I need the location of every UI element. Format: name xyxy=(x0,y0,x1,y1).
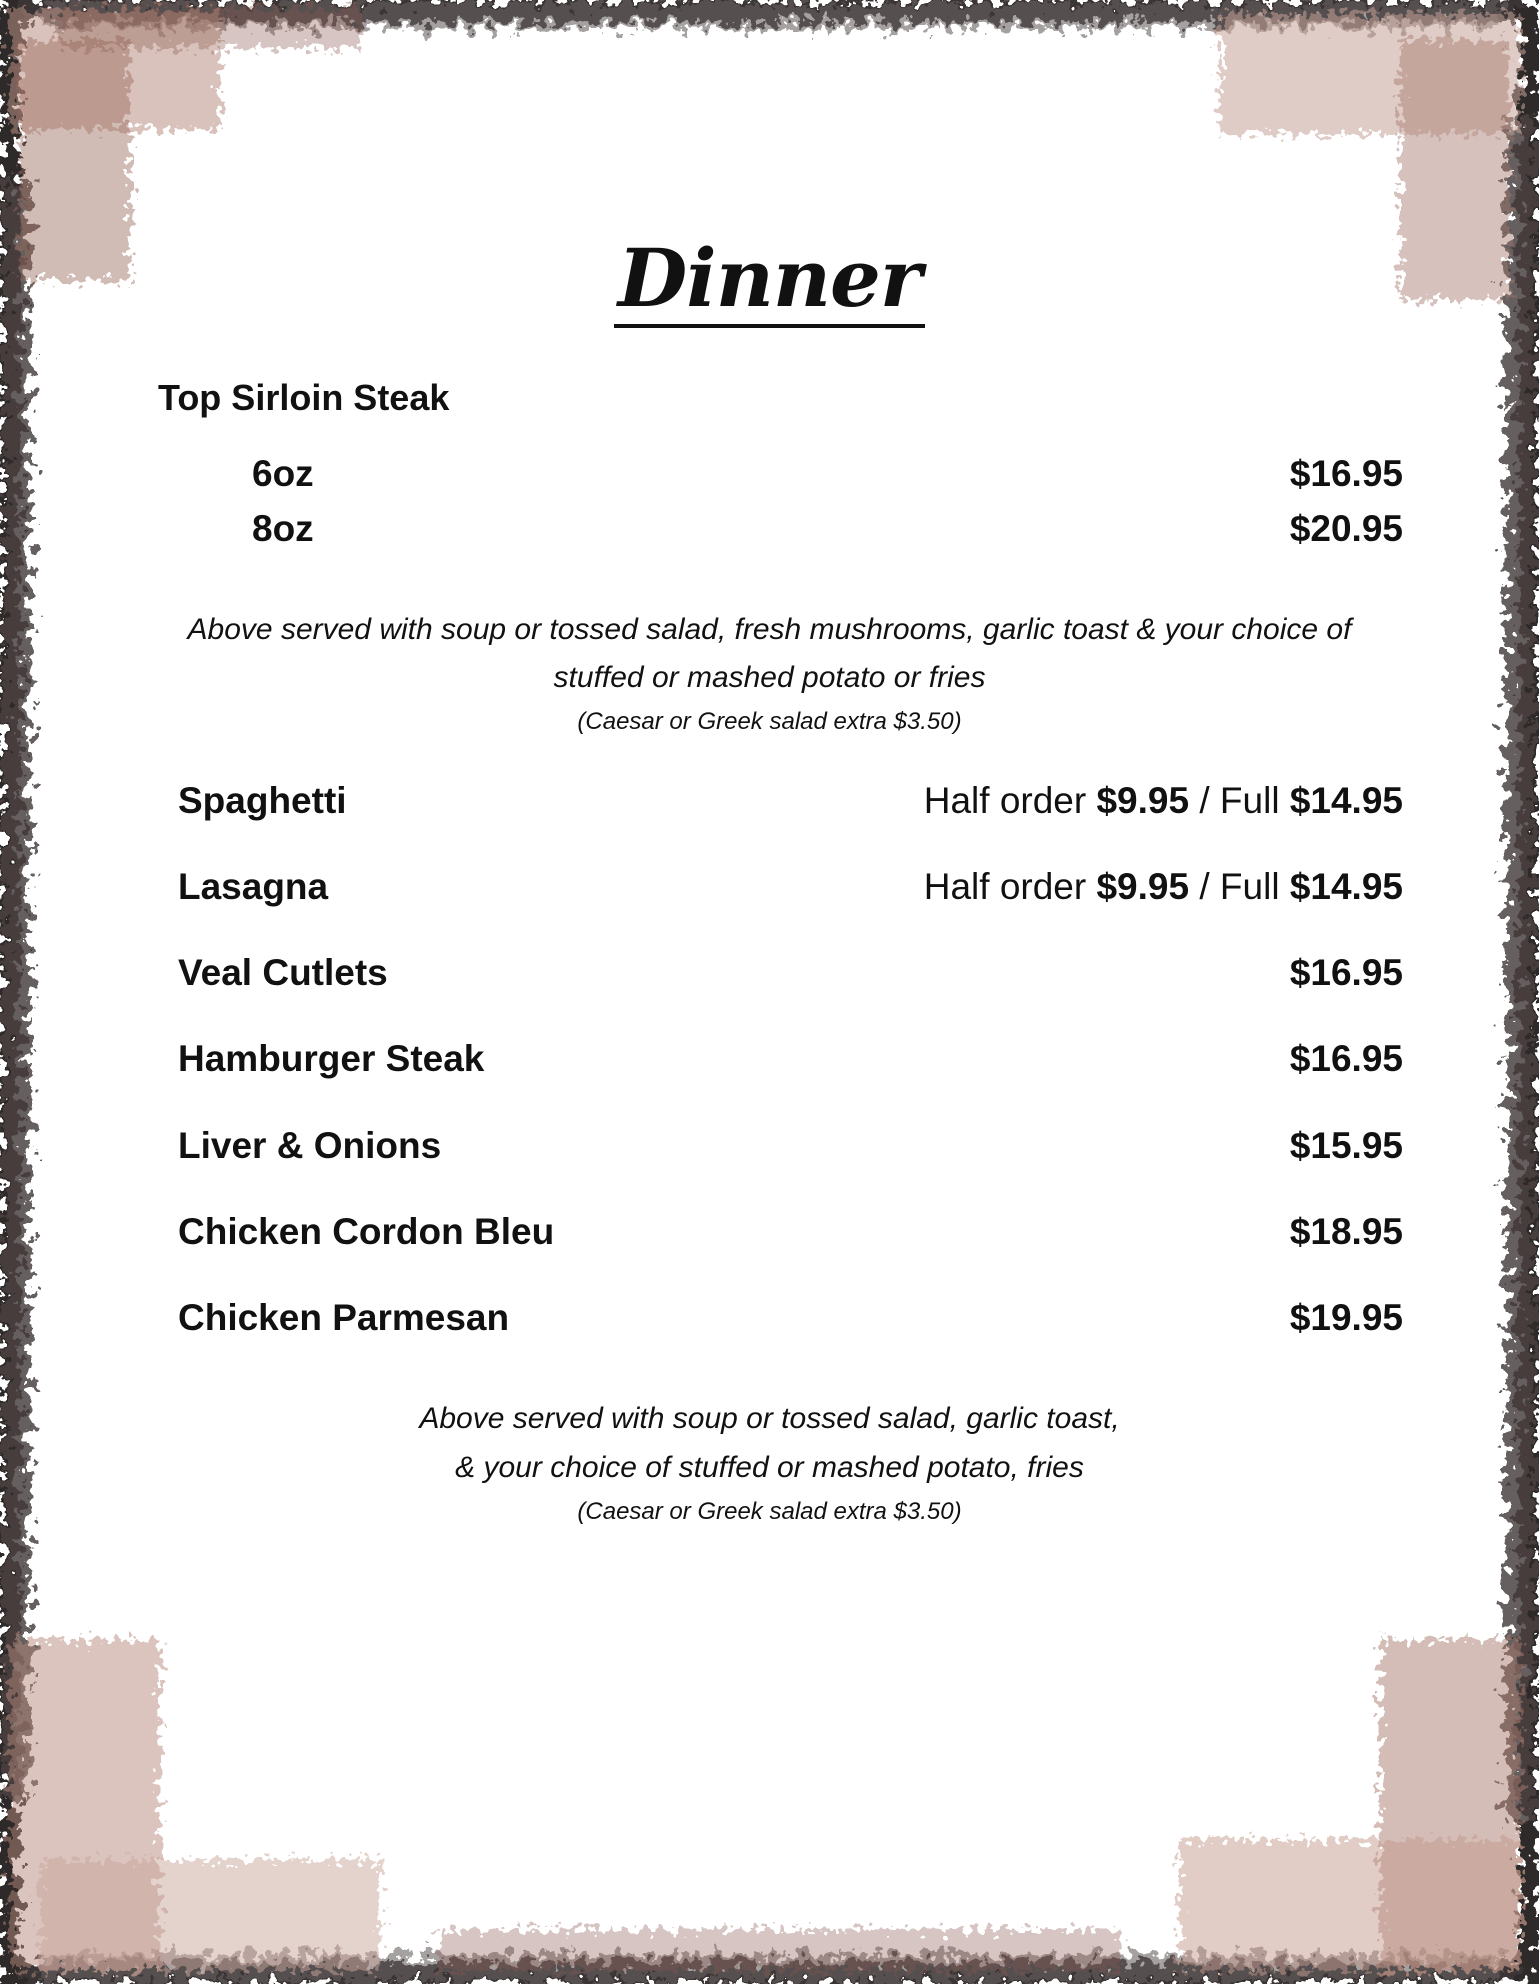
half-order-price: $9.95 xyxy=(1096,780,1190,821)
item-price: $18.95 xyxy=(1289,1211,1403,1252)
item-name: Liver & Onions xyxy=(178,1125,442,1166)
item-price: $19.95 xyxy=(1289,1297,1403,1338)
menu-title-text: Dinner xyxy=(614,238,925,328)
menu-title xyxy=(0,231,1539,328)
entree-note-line-1: Above served with soup or tossed salad, garlic toast, xyxy=(419,1402,1120,1435)
steak-note-line-2: stuffed or mashed potato or fries xyxy=(553,661,986,694)
price-separator: / xyxy=(1189,866,1220,907)
steak-name: Top Sirloin Steak xyxy=(158,377,450,418)
steak-size-6oz: 6oz xyxy=(252,453,314,494)
item-price: $16.95 xyxy=(1289,952,1403,993)
full-order-label: Full xyxy=(1219,866,1280,907)
item-price-half-full xyxy=(924,779,1403,823)
item-name: Hamburger Steak xyxy=(178,1038,485,1079)
half-order-label: Half order xyxy=(923,780,1087,821)
full-order-label: Full xyxy=(1219,780,1280,821)
steak-price-8oz: $20.95 xyxy=(1289,508,1403,549)
item-name: Chicken Cordon Bleu xyxy=(178,1211,555,1252)
item-name: Spaghetti xyxy=(178,780,347,821)
steak-size-8oz: 8oz xyxy=(252,508,314,549)
price-separator: / xyxy=(1189,780,1220,821)
full-order-price: $14.95 xyxy=(1289,866,1403,907)
steak-note-extra: (Caesar or Greek salad extra $3.50) xyxy=(577,708,962,735)
item-price: $16.95 xyxy=(1289,1038,1403,1079)
half-order-price: $9.95 xyxy=(1096,866,1190,907)
half-order-label: Half order xyxy=(923,866,1087,907)
steak-price-6oz: $16.95 xyxy=(1289,453,1403,494)
item-name: Chicken Parmesan xyxy=(178,1297,510,1338)
entree-note-extra: (Caesar or Greek salad extra $3.50) xyxy=(577,1498,962,1525)
steak-note-line-1: Above served with soup or tossed salad, fresh mushrooms, garlic toast & your choice of xyxy=(187,613,1352,646)
full-order-price: $14.95 xyxy=(1289,780,1403,821)
item-name: Veal Cutlets xyxy=(178,952,388,993)
item-price-half-full xyxy=(924,865,1403,909)
item-name: Lasagna xyxy=(178,866,329,907)
entree-note-line-2: & your choice of stuffed or mashed potato, fries xyxy=(455,1451,1084,1484)
item-price: $15.95 xyxy=(1289,1125,1403,1166)
